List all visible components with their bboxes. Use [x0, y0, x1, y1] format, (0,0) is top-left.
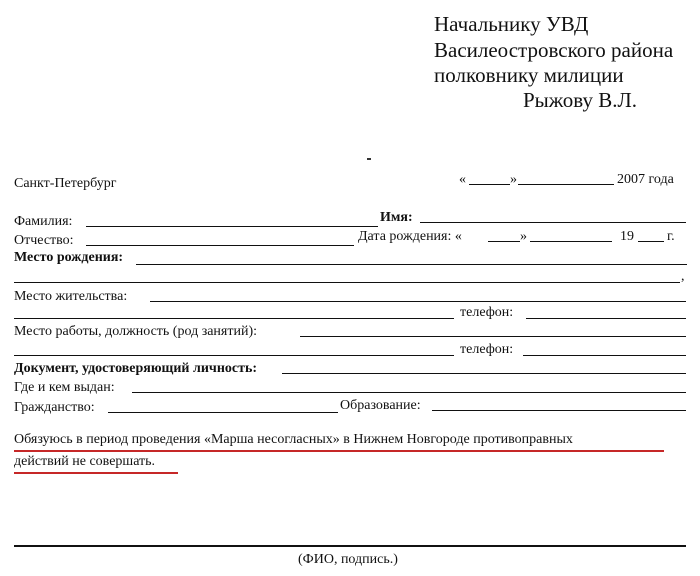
patronymic-field[interactable] [86, 245, 354, 246]
id-document-label: Документ, удостоверяющий личность: [14, 361, 258, 376]
work-field[interactable] [300, 336, 686, 337]
date-month-field[interactable] [518, 184, 614, 185]
patronymic-label: Отчество: [14, 233, 74, 248]
scan-mark [367, 158, 371, 160]
addressee-line-3: полковнику милиции [434, 63, 624, 87]
phone-field-2[interactable] [523, 355, 686, 356]
phone-field-1[interactable] [526, 318, 686, 319]
citizenship-label: Гражданство: [14, 400, 95, 415]
birthplace-field[interactable] [136, 264, 687, 265]
date-close-quote: » [510, 172, 517, 187]
addressee-line-4: Рыжову В.Л. [523, 88, 637, 112]
birthplace-label: Место рождения: [14, 250, 124, 265]
birthdate-year-field[interactable] [638, 241, 664, 242]
name-field[interactable] [420, 222, 686, 223]
birthdate-day-field[interactable] [488, 241, 520, 242]
addressee-line-2: Василеостровского района [434, 38, 674, 62]
work-field-2[interactable] [14, 355, 454, 356]
birthplace-comma: , [681, 269, 685, 284]
surname-label: Фамилия: [14, 214, 73, 229]
residence-field[interactable] [150, 301, 686, 302]
surname-field[interactable] [86, 226, 378, 227]
phone-label-1: телефон: [460, 305, 514, 320]
date-open-quote: « [459, 172, 466, 187]
signature-field[interactable] [14, 545, 686, 547]
issued-by-field[interactable] [132, 392, 686, 393]
date-day-field[interactable] [469, 184, 510, 185]
residence-label: Место жительства: [14, 289, 128, 304]
work-label: Место работы, должность (род занятий): [14, 324, 258, 339]
education-label: Образование: [340, 398, 421, 413]
pledge-underline-2 [14, 472, 178, 474]
education-field[interactable] [432, 410, 686, 411]
pledge-underline-1 [14, 450, 664, 452]
issued-by-label: Где и кем выдан: [14, 380, 115, 395]
id-document-field[interactable] [282, 373, 686, 374]
birthdate-month-field[interactable] [530, 241, 612, 242]
birthdate-year-suffix: г. [667, 229, 675, 244]
pledge-line-1: Обязуюсь в период проведения «Марша несогласных» в Нижнем Новгороде противоправных [14, 432, 573, 447]
residence-field-2[interactable] [14, 318, 454, 319]
birthdate-label: Дата рождения: « [358, 229, 462, 244]
birthdate-quote: » [520, 229, 527, 244]
pledge-line-2: действий не совершать. [14, 454, 156, 469]
name-label: Имя: [380, 210, 413, 225]
citizenship-field[interactable] [108, 412, 338, 413]
addressee-line-1: Начальнику УВД [434, 12, 589, 36]
date-year: 2007 года [617, 172, 674, 187]
birthdate-century: 19 [620, 229, 634, 244]
phone-label-2: телефон: [460, 342, 514, 357]
birthplace-field-2[interactable] [14, 282, 680, 283]
city: Санкт-Петербург [14, 176, 117, 191]
signature-caption: (ФИО, подпись.) [298, 552, 398, 567]
